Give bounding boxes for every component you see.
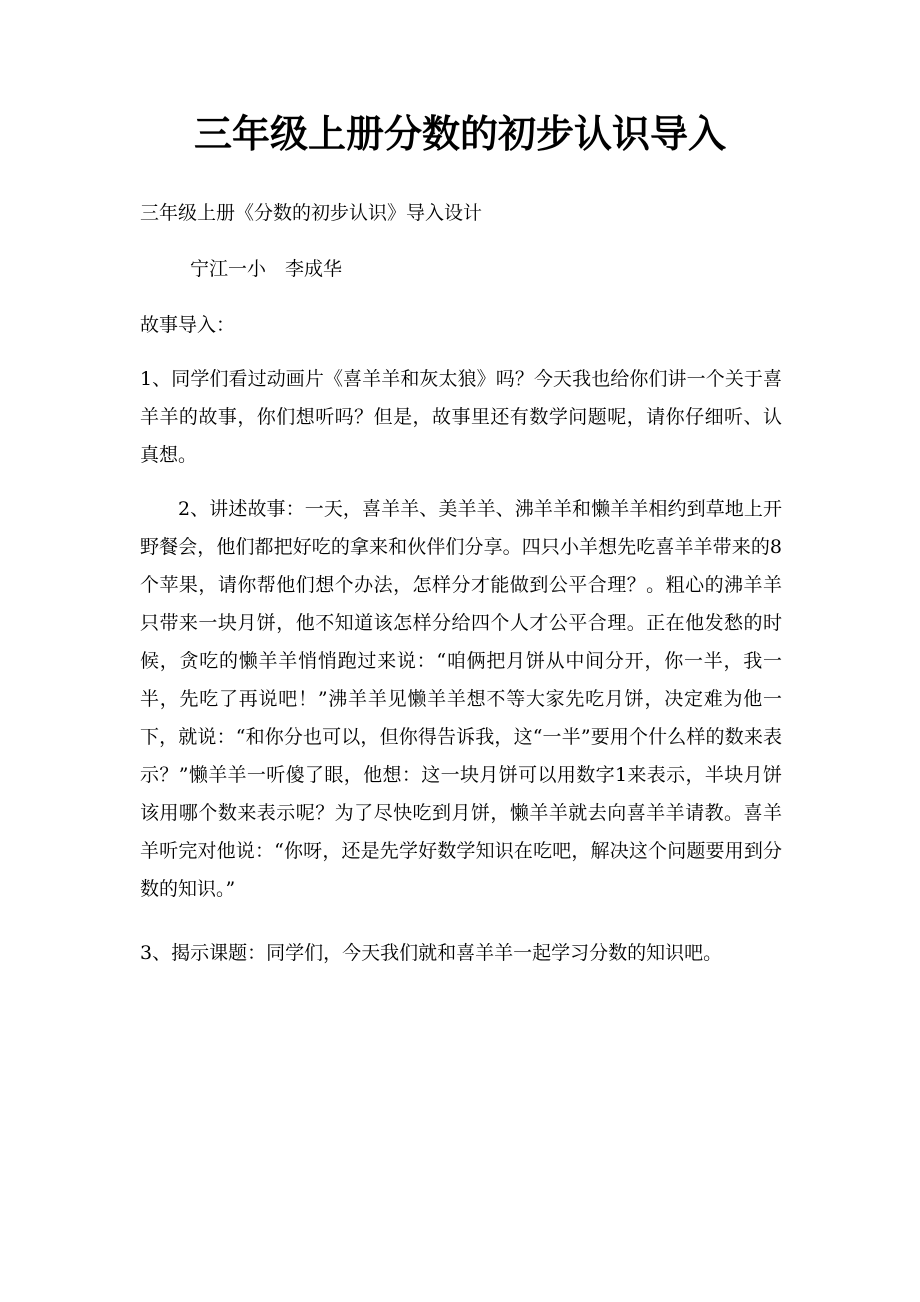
- section-label: 故事导入：: [140, 314, 236, 336]
- paragraph-2: 2、讲述故事：一天，喜羊羊、美羊羊、沸羊羊和懒羊羊相约到草地上开野餐会，他们都把好吃的拿来和伙伴们分享。四只小羊想先吃喜羊羊带来的8个苹果，请你帮他们想个办法，怎样分才能做到公平合理？。粗心的沸羊羊只带来一块月饼，他不知道该怎样分给四个人才公平合理。正在他发愁的时候，贪吃的懒羊羊悄悄跑过来说：“咱俩把月饼从中间分开，你一半，我一半，先吃了再说吧！”沸羊羊见懒羊羊想不等大家先吃月饼，决定难为他一下，就说：“和你分也可以，但你得告诉我，这“一半”要用个什么样的数来表示？”懒羊羊一听傻了眼，他想：这一块月饼可以用数字1来表示，半块月饼该用哪个数来表示呢？为了尽快吃到月饼，懒羊羊就去向喜羊羊请教。喜羊羊听完对他说：“你呀，还是先学好数学知识在吃吧，解决这个问题要用到分数的知识。”: [140, 498, 782, 900]
- document-subtitle: 三年级上册《分数的初步认识》导入设计: [140, 202, 483, 224]
- document-title: 三年级上册分数的初步认识导入: [193, 112, 726, 156]
- paragraph-3: 3、揭示课题：同学们，今天我们就和喜羊羊一起学习分数的知识吧。: [140, 942, 723, 964]
- author-line: 宁江一小 李成华: [190, 258, 343, 280]
- paragraph-1: 1、同学们看过动画片《喜羊羊和灰太狼》吗？今天我也给你们讲一个关于喜羊羊的故事，你们想听吗？但是，故事里还有数学问题呢，请你仔细听、认真想。: [140, 368, 782, 466]
